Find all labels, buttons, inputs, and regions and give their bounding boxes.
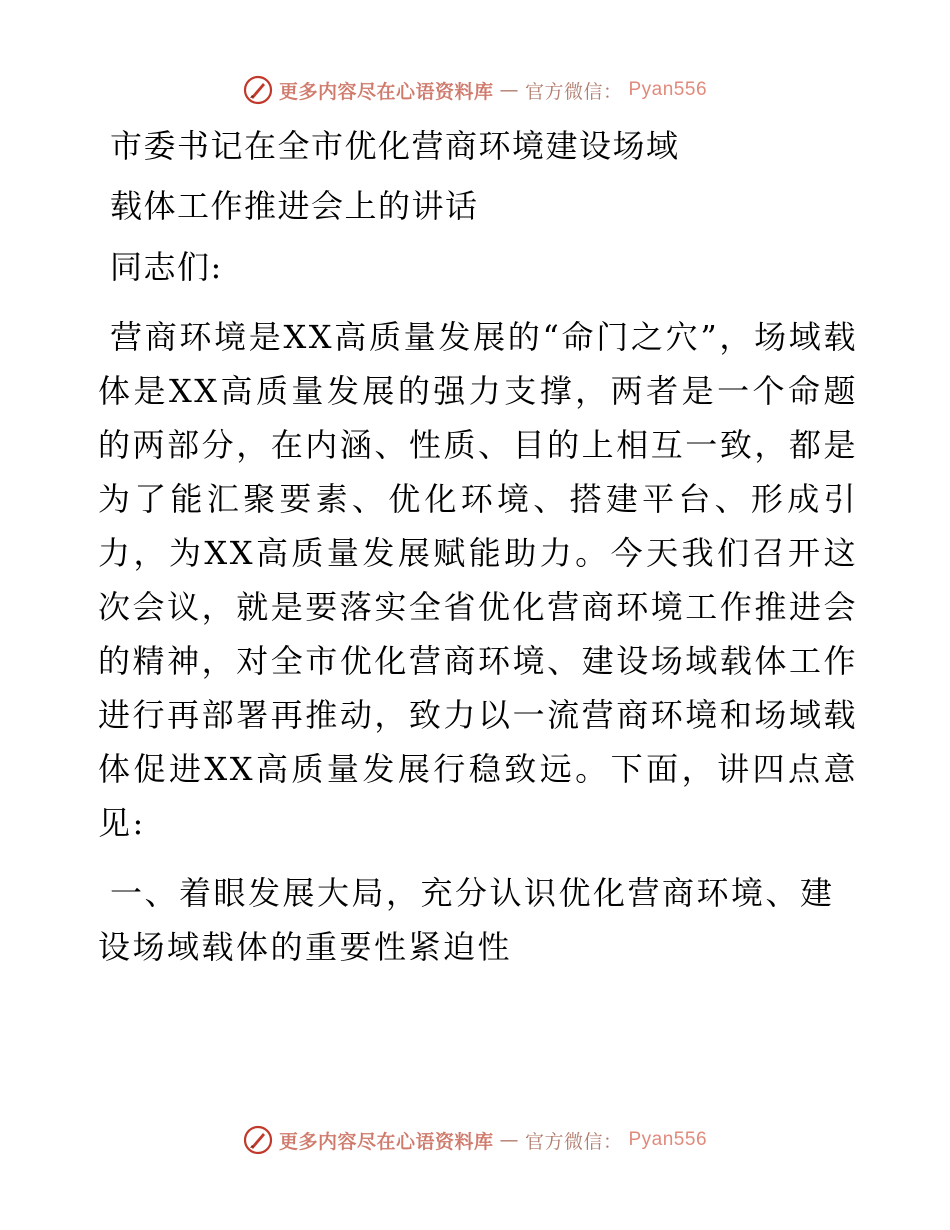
quill-logo-icon [243,75,273,105]
watermark-separator: — [499,79,519,101]
document-title-line-2: 载体工作推进会上的讲话 [110,187,479,225]
document-body [98,120,858,974]
watermark-sub-text: 官方微信： [524,1130,623,1153]
watermark-main-text: 更多内容尽在心语资料库 [278,1130,494,1153]
paragraph-1: 营商环境是XX高质量发展的“命门之穴”，场域载体是XX高质量发展的强力支撑，两者是一个命题的两部分，在内涵、性质、目的上相互一致，都是为了能汇聚要素、优化环境、搭建平台、形成引力，为XX高质量发展赋能助力。今天我们召开这次会议，就是要落实全省优化营商环境工作推进会的精神，对全市优化营商环境、建设场域载体工作进行再部署再推动，致力以一流营商环境和场域载体促进XX高质量发展行稳致远。下面，讲四点意见: [98,318,858,842]
watermark-footer [0,1120,950,1160]
watermark-handle: Pyan556 [628,1129,708,1150]
watermark-sub-text: 官方微信： [524,80,623,103]
document-title-line-1: 市委书记在全市优化营商环境建设场域 [110,127,680,165]
watermark-handle: Pyan556 [628,79,708,100]
quill-logo-icon [243,1125,273,1155]
watermark-separator: — [499,1129,519,1151]
watermark-main-text: 更多内容尽在心语资料库 [278,80,494,103]
section-heading-1: 一、着眼发展大局，充分认识优化营商环境、建设场域载体的重要性紧迫性 [98,874,835,966]
salutation: 同志们: [110,248,223,286]
watermark-header [0,70,950,110]
